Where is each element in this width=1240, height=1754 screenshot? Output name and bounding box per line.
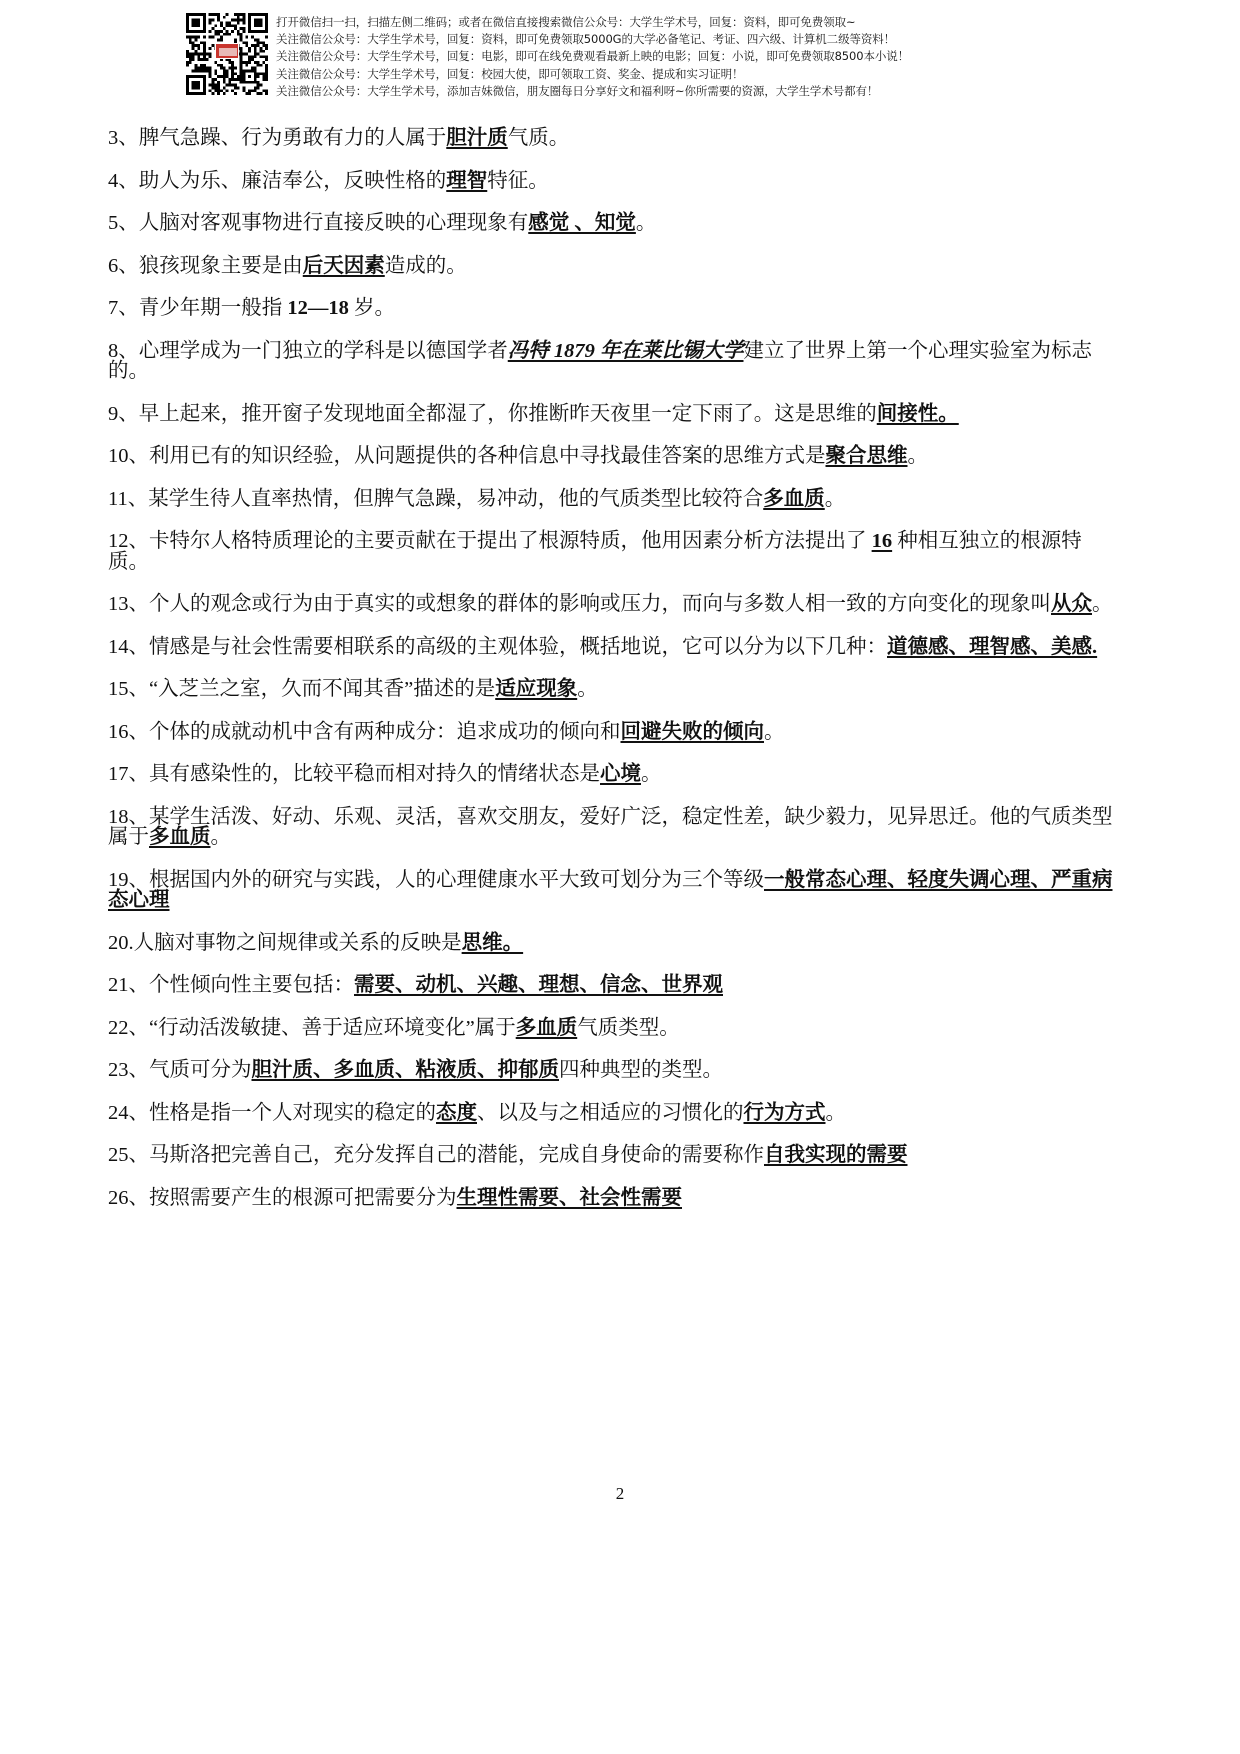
answer-text: 多血质 <box>515 1016 578 1039</box>
question-item <box>108 213 1118 234</box>
question-number: 7、 <box>108 297 139 319</box>
question-text: 助人为乐、廉洁奉公，反映性格的 <box>138 169 447 192</box>
question-number: 22、 <box>108 1016 149 1039</box>
answer-text: 生理性需要、社会性需要 <box>456 1186 682 1209</box>
question-item <box>108 1188 1118 1209</box>
question-item <box>108 298 1118 319</box>
question-text: 。 <box>210 826 231 848</box>
question-number: 20. <box>108 931 134 954</box>
answer-text: 间接性。 <box>876 402 959 425</box>
question-item <box>108 256 1118 277</box>
promo-line: 关注微信公众号：大学生学术号，回复：资料，即可免费领取5000G的大学必备笔记、考证、四六级、计算机二级等资料！ <box>276 32 896 47</box>
promo-line: 关注微信公众号：大学生学术号，回复：校园大使，即可领取工资、奖金、提成和实习证明！ <box>276 66 744 81</box>
question-number: 12、 <box>108 530 149 552</box>
answer-text: 行为方式 <box>743 1101 826 1124</box>
question-text: 气质可分为 <box>149 1059 252 1081</box>
question-number: 9、 <box>108 402 139 425</box>
answer-text: 胆汁质、多血质、粘液质、抑郁质 <box>251 1059 559 1081</box>
question-item <box>108 446 1118 467</box>
answer-text: 一般常态心理、轻度失调心理、严重病态心理 <box>108 868 1113 911</box>
answer-text: 自我实现的需要 <box>764 1144 908 1166</box>
question-text: 狼孩现象主要是由 <box>138 254 303 277</box>
question-number: 24、 <box>108 1101 149 1124</box>
question-text: 。 <box>577 678 598 700</box>
answer-text: 适应现象 <box>495 678 578 700</box>
answer-text: 需要、动机、兴趣、理想、信念、世界观 <box>354 974 723 996</box>
question-number: 23、 <box>108 1059 149 1081</box>
question-number: 14、 <box>108 635 149 658</box>
question-text: 个人的观念或行为由于真实的或想象的群体的影响或压力，而向与多数人相一致的方向变化的现象叫 <box>149 593 1051 615</box>
question-number: 26、 <box>108 1186 149 1209</box>
answer-text: 心境 <box>600 763 641 785</box>
question-number: 10、 <box>108 445 149 467</box>
answer-text: 多血质 <box>763 487 825 510</box>
promo-line: 关注微信公众号：大学生学术号，回复：电影，即可在线免费观看最新上映的电影；回复：小说，即可免费领取8500本小说！ <box>276 49 910 64</box>
question-item <box>108 679 1118 700</box>
question-item <box>108 764 1118 785</box>
promo-header <box>186 12 1106 104</box>
answer-text: 多血质 <box>149 826 211 848</box>
question-text: 。 <box>641 763 662 785</box>
question-text: 岁。 <box>348 297 395 319</box>
answer-text: 16 <box>871 530 893 552</box>
question-item <box>108 1018 1118 1039</box>
question-text: 。 <box>764 720 785 743</box>
question-number: 5、 <box>108 212 139 234</box>
qr-center-logo <box>215 43 239 59</box>
answer-text: 道德感、理智感、美感. <box>887 635 1098 658</box>
question-text: 早上起来，推开窗子发现地面全都湿了，你推断昨天夜里一定下雨了。这是思维的 <box>138 402 877 425</box>
question-number: 13、 <box>108 593 149 615</box>
question-item <box>108 594 1118 615</box>
question-text: 利用已有的知识经验，从问题提供的各种信息中寻找最佳答案的思维方式是 <box>149 445 826 467</box>
question-number: 3、 <box>108 127 139 149</box>
question-item <box>108 171 1118 192</box>
question-number: 16、 <box>108 720 149 743</box>
question-item <box>108 1060 1118 1081</box>
question-list <box>108 128 1118 1230</box>
answer-text: 聚合思维 <box>825 445 908 467</box>
answer-text: 思维。 <box>461 931 524 954</box>
question-number: 8、 <box>108 339 139 362</box>
question-item <box>108 637 1118 658</box>
promo-text-lines <box>276 12 1106 100</box>
question-item <box>108 722 1118 743</box>
answer-text: 从众 <box>1051 593 1092 615</box>
question-text: 、以及与之相适应的习惯化的 <box>477 1101 744 1124</box>
question-text: 造成的。 <box>384 254 467 277</box>
question-number: 4、 <box>108 169 139 192</box>
answer-text: 态度 <box>436 1101 477 1124</box>
question-text: 。 <box>824 487 846 510</box>
question-text: 个性倾向性主要包括： <box>149 974 354 996</box>
question-text: 心理学成为一门独立的学科是以德国学者 <box>138 339 508 362</box>
question-item <box>108 404 1118 425</box>
answer-text: 胆汁质 <box>446 127 508 149</box>
question-number: 6、 <box>108 254 139 277</box>
question-text: 情感是与社会性需要相联系的高级的主观体验，概括地说，它可以分为以下几种： <box>149 635 887 658</box>
question-number: 21、 <box>108 974 149 996</box>
question-text: 特征。 <box>487 169 549 192</box>
question-item <box>108 489 1118 510</box>
page-number: 2 <box>615 1484 625 1503</box>
answer-text: 理智 <box>446 169 488 192</box>
answer-text: 后天因素 <box>302 254 385 277</box>
question-item <box>108 807 1118 848</box>
question-text: 青少年期一般指 <box>138 297 288 319</box>
question-text: 性格是指一个人对现实的稳定的 <box>149 1101 436 1124</box>
question-text: 四种典型的类型。 <box>559 1059 723 1081</box>
answer-text: 回避失败的倾向 <box>620 720 764 743</box>
question-text: “行动活泼敏捷、善于适应环境变化”属于 <box>149 1016 516 1039</box>
question-item <box>108 870 1118 911</box>
emphasis-text: 12—18 <box>287 297 349 319</box>
question-item <box>108 341 1118 382</box>
question-text: 某学生活泼、好动、乐观、灵活，喜欢交朋友，爱好广泛，稳定性差，缺少毅力，见异思迁。他的气质类型属于 <box>108 805 1113 848</box>
question-item <box>108 531 1118 572</box>
question-text: 气质类型。 <box>577 1016 680 1039</box>
question-text: 建立了世界上第一个心理实验室为标志的。 <box>108 339 1092 382</box>
question-item <box>108 1103 1118 1124</box>
question-text: 马斯洛把完善自己，充分发挥自己的潜能，完成自身使命的需要称作 <box>149 1144 764 1166</box>
question-text: 。 <box>1092 593 1113 615</box>
question-text: 卡特尔人格特质理论的主要贡献在于提出了根源特质，他用因素分析方法提出了 <box>149 530 872 552</box>
question-text: 按照需要产生的根源可把需要分为 <box>149 1186 457 1209</box>
question-text: 人脑对客观事物进行直接反映的心理现象有 <box>138 212 529 234</box>
wechat-qr-code <box>186 13 268 95</box>
question-text: 根据国内外的研究与实践，人的心理健康水平大致可划分为三个等级 <box>149 868 764 891</box>
promo-line: 关注微信公众号：大学生学术号，添加吉妹微信，朋友圈每日分享好文和福利呀~你所需要的资源，大学生学术号都有！ <box>276 83 879 98</box>
question-item <box>108 975 1118 996</box>
answer-text: 感觉 、知觉 <box>528 212 636 234</box>
question-number: 15、 <box>108 678 149 700</box>
question-number: 18、 <box>108 805 149 828</box>
question-item <box>108 128 1118 149</box>
question-text: 种相互独立的根源特质。 <box>108 530 1082 573</box>
question-text: 个体的成就动机中含有两种成分：追求成功的倾向和 <box>149 720 621 743</box>
question-text: 脾气急躁、行为勇敢有力的人属于 <box>138 127 447 149</box>
answer-text: 冯特 1879 年在莱比锡大学 <box>507 339 744 362</box>
question-number: 19、 <box>108 868 149 891</box>
question-text: 气质。 <box>507 127 570 149</box>
question-item <box>108 933 1118 954</box>
question-number: 25、 <box>108 1144 149 1166</box>
promo-line: 打开微信扫一扫，扫描左侧二维码；或者在微信直接搜索微信公众号：大学生学术号，回复：资料，即可免费领取~ <box>276 15 856 29</box>
question-item <box>108 1145 1118 1166</box>
question-text: 人脑对事物之间规律或关系的反映是 <box>133 931 462 954</box>
question-number: 11、 <box>108 487 149 510</box>
question-text: “入芝兰之室，久而不闻其香”描述的是 <box>149 678 496 700</box>
question-text: 某学生待人直率热情，但脾气急躁，易冲动，他的气质类型比较符合 <box>148 487 764 510</box>
question-text: 。 <box>825 1101 846 1124</box>
question-text: 。 <box>635 212 657 234</box>
question-text: 。 <box>907 445 928 467</box>
question-text: 具有感染性的，比较平稳而相对持久的情绪状态是 <box>149 763 600 785</box>
question-number: 17、 <box>108 763 149 785</box>
